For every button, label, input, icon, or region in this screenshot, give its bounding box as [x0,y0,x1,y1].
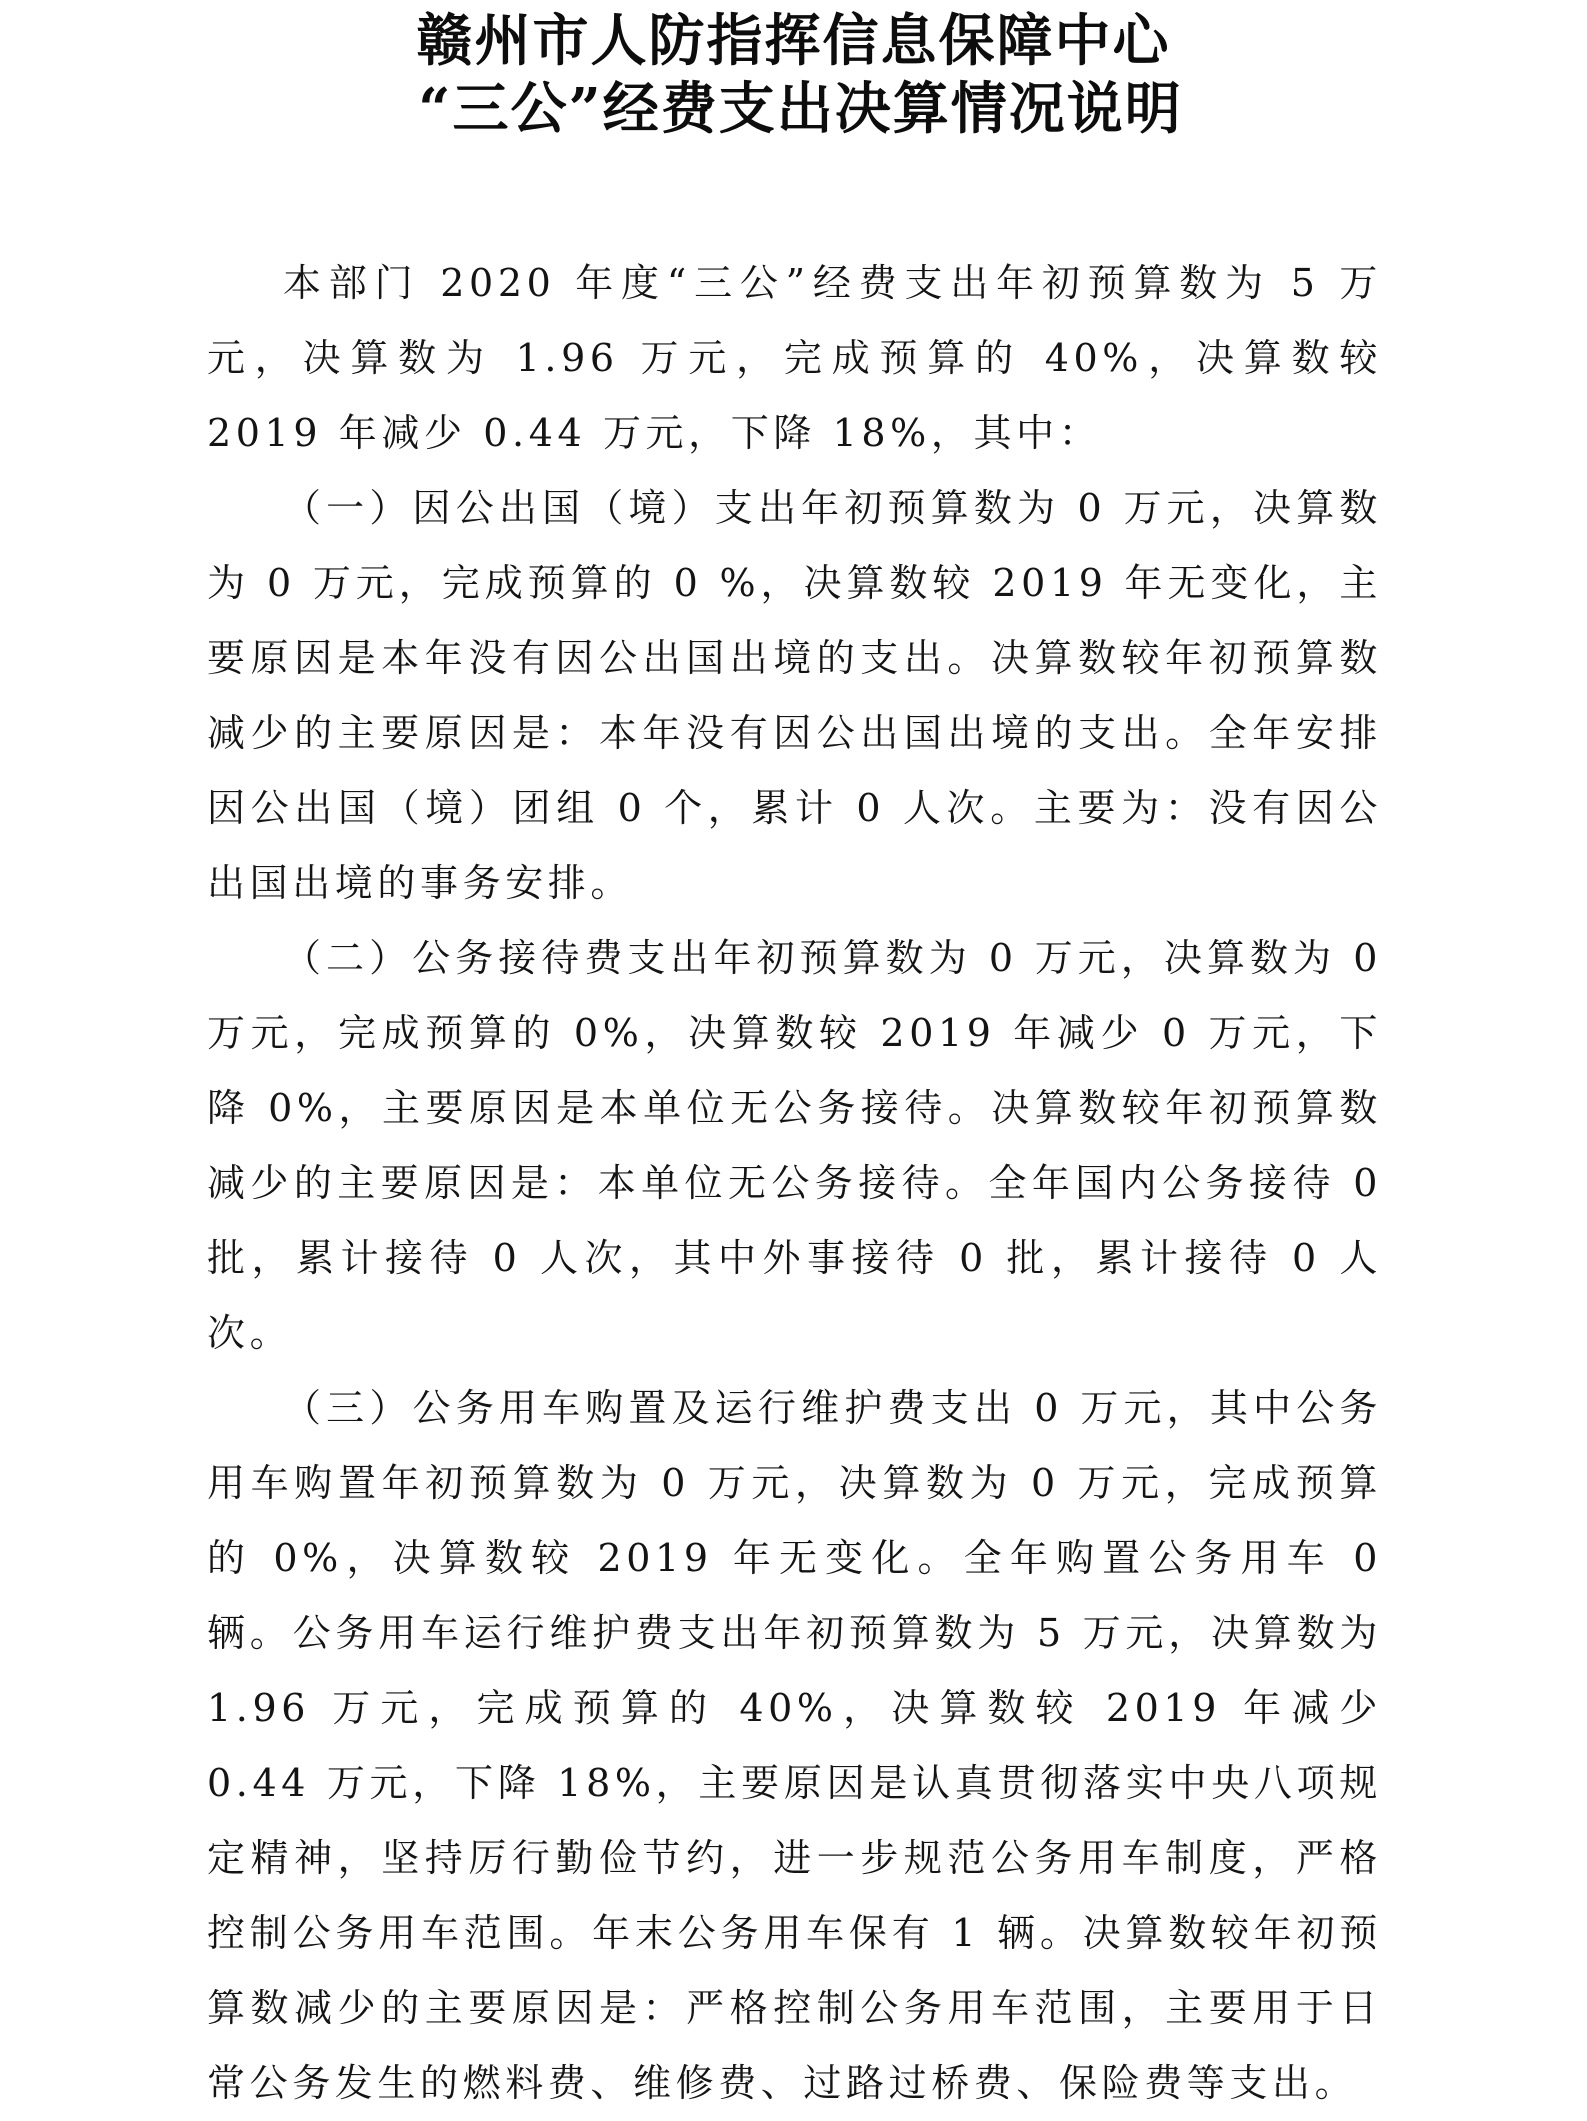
title-line-1: 赣州市人防指挥信息保障中心 [416,8,1171,74]
paragraph-official-reception: （二）公务接待费支出年初预算数为 0 万元，决算数为 0 万元，完成预算的 0%，决算数较 2019 年减少 0 万元，下降 0%，主要原因是本单位无公务接待。决算数较年初预算数减少的主要原因是：本单位无公务接待。全年国内公务接待 0 批，累计接待 0 人次，其中外事接待 0 批，累计接待 0 人次。 [207,936,1382,1355]
document-body [207,246,1382,2121]
paragraph-summary: 本部门 2020 年度“三公”经费支出年初预算数为 5 万元，决算数为 1.96 万元，完成预算的 40%，决算数较 2019 年减少 0.44 万元，下降 18%，其中： [207,261,1382,455]
title-line-2: “三公”经费支出决算情况说明 [418,76,1183,142]
paragraph-overseas-travel: （一）因公出国（境）支出年初预算数为 0 万元，决算数为 0 万元，完成预算的 0 %，决算数较 2019 年无变化，主要原因是本年没有因公出国出境的支出。决算数较年初预算数减少的主要原因是：本年没有因公出国出境的支出。全年安排因公出国（境）团组 0 个，累计 0 人次。主要为：没有因公出国出境的事务安排。 [207,486,1382,905]
paragraph-official-vehicles: （三）公务用车购置及运行维护费支出 0 万元，其中公务用车购置年初预算数为 0 万元，决算数为 0 万元，完成预算的 0%，决算数较 2019 年无变化。全年购置公务用车 0 辆。公务用车运行维护费支出年初预算数为 5 万元，决算数为 1.96 万元，完成预算的 40%，决算数较 2019 年减少 0.44 万元，下降 18%，主要原因是认真贯彻落实中央八项规定精神，坚持厉行勤俭节约，进一步规范公务用车制度，严格控制公务用车范围。年末公务用车保有 1 辆。决算数较年初预算数减少的主要原因是：严格控制公务用车范围，主要用于日常公务发生的燃料费、维修费、过路过桥费、保险费等支出。 [207,1386,1382,2105]
document-title [0,8,1587,142]
